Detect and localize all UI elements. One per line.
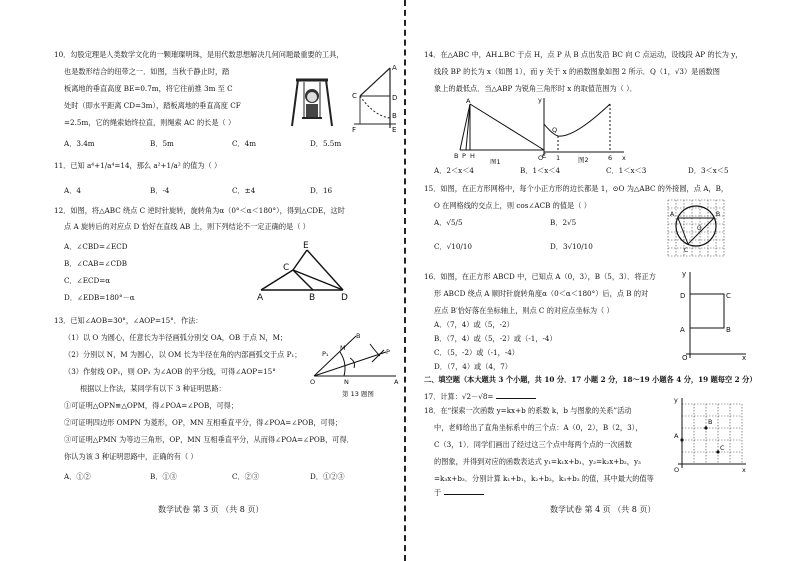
q15-line2: O 在网格线的交点上，则 cos∠ACB 的值是（ ） xyxy=(434,201,591,210)
q13-line2: （1）以 O 为圆心，任意长为半径画弧分别交 OA，OB 于点 N，M； xyxy=(64,333,288,342)
q13-label-p1: P₁ xyxy=(322,350,329,358)
q13-line7: ②可证明四边形 OMPN 为菱形，OP，MN 互相垂直平分，得∠POA=∠POB，可得； xyxy=(64,418,343,427)
q14-fig1-label-c: C xyxy=(542,152,547,160)
q10-swing-figure xyxy=(288,62,408,138)
q18-label-y: y xyxy=(674,396,678,404)
q15-label-c: C xyxy=(684,247,689,254)
q18-line4: 的图象，并得到对应的函数表达式 y₁=k₁x+b₁，y₂=k₂x+b₂，y₃ xyxy=(434,457,641,466)
q14-fig2-label-o: O xyxy=(538,154,544,162)
q11-line1: 11．已知 a⁴+1/a⁴=14，那么 a²+1/a² 的值为（ ） xyxy=(54,161,222,170)
q13-label-a: A xyxy=(394,378,399,386)
q16-line2: 形 ABCD 绕点 A 顺时针旋转角度α（0＜α＜180°）后，点 B 的对 xyxy=(434,289,649,298)
q14-line3: 象上的最低点．当△ABP 为锐角三角形时 x 的取值范围为（ ）． xyxy=(434,84,637,93)
q14-option-b: B．1＜x＜4 xyxy=(520,166,561,175)
q18-label-c: C xyxy=(720,444,725,452)
q14-fig2-label-1: 1 xyxy=(556,154,561,162)
q12-label-b: B xyxy=(309,293,316,303)
q18-label-b: B xyxy=(708,418,713,426)
q14-fig1-label-b: B xyxy=(454,152,459,160)
q14-figure2-graph xyxy=(534,94,630,164)
q10-line1: 10．勾股定理是人类数学文化的一颗璀璨明珠，是用代数思想解决几何问题最重要的工具， xyxy=(54,50,344,59)
q16-line3: 应点 B′恰好落在坐标轴上，则点 C 的对应点坐标为（ ） xyxy=(434,306,614,315)
q11-option-b: B．-4 xyxy=(150,186,170,195)
q16-label-b: B xyxy=(726,326,731,334)
q13-label-b: B xyxy=(356,332,361,340)
q18-answer-blank[interactable] xyxy=(444,486,484,495)
q13-label-o: O xyxy=(310,378,316,386)
q16-label-d: D xyxy=(680,292,686,300)
q15-option-d: D．3√10/10 xyxy=(550,242,593,251)
q14-fig1-label-a: A xyxy=(466,97,471,105)
q12-option-a: A．∠CBD=∠ECD xyxy=(64,242,128,251)
q10-label-d: D xyxy=(392,94,398,102)
q12-label-d: D xyxy=(341,293,348,303)
q17-line1 xyxy=(424,390,536,402)
q16-label-c: C xyxy=(726,292,731,300)
q15-option-b: B．2√5 xyxy=(550,218,577,227)
q15-option-c: C．√10/10 xyxy=(434,242,472,251)
q13-angle-figure xyxy=(310,332,402,402)
q13-line5: 根据以上作法，某同学有以下 3 种证明思路： xyxy=(80,384,226,393)
q15-line1: 15．如图，在正方形网格中，每个小正方形的边长都是 1，⊙O 为△ABC 的外接圆，点 A，B， xyxy=(424,184,729,193)
q12-option-c: C．∠ECD=α xyxy=(64,276,111,285)
q18-label-a: A xyxy=(674,432,679,440)
q13-figure-caption: 第 13 题图 xyxy=(342,390,374,398)
q12-option-d: D．∠EDB=180°－α xyxy=(64,293,135,302)
q12-label-c: C xyxy=(283,263,290,273)
q13-option-d: D．①②③ xyxy=(310,472,345,481)
q10-option-c: C．4m xyxy=(232,139,257,148)
q17-answer-blank[interactable] xyxy=(496,390,536,399)
page-divider xyxy=(404,0,406,561)
q11-option-c: C．±4 xyxy=(232,186,256,195)
q15-grid-circle-figure xyxy=(664,196,728,260)
q14-option-d: D．3＜x＜5 xyxy=(688,166,729,175)
q18-grid-figure xyxy=(672,394,748,474)
q12-label-e: E xyxy=(303,241,309,251)
q16-label-x: x xyxy=(742,354,747,360)
q10-option-d: D．5.5m xyxy=(310,139,342,148)
q13-label-p: P xyxy=(386,348,390,356)
q14-line1: 14．在△ABC 中，AH⊥BC 于点 H，点 P 从 B 点出发沿 BC 向 C 点运动，设线段 AP 的长为 y， xyxy=(424,50,743,59)
q10-label-c: C xyxy=(352,92,357,100)
q11-option-d: D．16 xyxy=(310,186,333,195)
q18-line6 xyxy=(434,486,484,498)
q18-line3: C（3，1）．同学们画出了经过这三个点中每两个点的一次函数 xyxy=(434,440,632,449)
q16-square-figure xyxy=(676,268,748,360)
q15-label-o: O xyxy=(697,225,702,232)
q18-line1: 18．在“探索一次函数 y=kx+b 的系数 k，b 与图象的关系”活动 xyxy=(424,406,632,415)
q16-label-a: A xyxy=(680,326,685,334)
q17-text: 17．计算：√2－√8= xyxy=(424,392,494,401)
q12-label-a: A xyxy=(257,293,264,303)
q14-fig2-label-y: y xyxy=(538,96,542,104)
q10-line5: =2.5m，它的绳索始终拉直，则绳索 AC 的长是（ ） xyxy=(64,118,236,127)
q10-option-a: A．3.4m xyxy=(64,139,95,148)
q15-option-a: A．√5/5 xyxy=(434,218,463,227)
q14-fig2-label-q: Q xyxy=(552,126,558,134)
q18-line2: 中，老师给出了直角坐标系中的三个点：A（0，2），B（2，3）， xyxy=(434,423,643,432)
q12-rotation-figure xyxy=(255,240,365,304)
q16-option-b: B．（7，4）或（5，-2）或（-1，-4） xyxy=(434,334,557,343)
q10-line4: 处时（即水平距离 CD=3m），踏板离地的垂直高度 CF xyxy=(64,101,241,110)
q15-label-a: A xyxy=(670,211,675,218)
q10-label-e: E xyxy=(392,126,397,134)
q18-label-o: O xyxy=(674,466,680,474)
q10-option-b: B．5m xyxy=(150,139,174,148)
q13-option-a: A．①② xyxy=(64,472,91,481)
q12-line2: 点 A 旋转后的对应点 D 恰好在直线 AB 上，则下列结论不一定正确的是（ ） xyxy=(64,222,310,231)
q10-label-b: B xyxy=(392,112,397,120)
q18-label-x: x xyxy=(742,466,746,474)
q14-fig1-caption: 图1 xyxy=(490,158,501,164)
q14-option-a: A．2＜x＜4 xyxy=(434,166,474,175)
q16-option-c: C．（5，-2）或（-1，-4） xyxy=(434,348,519,357)
q13-line4: （3）作射线 OP₁，则 OP₁ 为∠AOB 的平分线，可得∠AOP=15° xyxy=(64,367,276,376)
q14-line2: 线段 BP 的长为 x（如图 1），而 y 关于 x 的函数图象如图 2 所示．Q（1，√3）是函数图 xyxy=(434,67,720,76)
q13-option-b: B．①③ xyxy=(150,472,177,481)
q18-text-end: 于 xyxy=(434,488,442,497)
q13-line1: 13．已知∠AOB=30°，∠AOP=15°．作法： xyxy=(54,316,203,325)
q16-option-d: D．（7，4）或（4，7） xyxy=(434,362,512,371)
q16-line1: 16．如图，在正方形 ABCD 中，已知点 A（0，3），B（5，3）．将正方 xyxy=(424,272,656,281)
page-right xyxy=(410,0,794,561)
q10-line3: 板离地的垂直高度 BE=0.7m，将它往前推 3m 至 C xyxy=(64,84,233,93)
q14-fig2-caption: 图2 xyxy=(578,156,589,164)
footer-page-3: 数学试卷 第 3 页 （共 8 页） xyxy=(158,505,264,514)
q14-fig1-label-p: P xyxy=(462,152,466,160)
q13-line8: ③可证明△PMN 为等边三角形，OP，MN 互相垂直平分，从而得∠POA=∠POB，可得． xyxy=(64,435,354,444)
q14-option-c: C．1＜x＜3 xyxy=(606,166,647,175)
q10-label-f: F xyxy=(352,126,357,134)
q14-fig2-label-x: x xyxy=(622,154,626,162)
q10-line2: 也是数形结合的纽带之一．如图，当秋千静止时，踏 xyxy=(64,67,230,76)
q18-line5: =k₃x+b₃．分别计算 k₁+b₁，k₂+b₂，k₃+b₃ 的值，其中最大的值等 xyxy=(434,474,654,483)
q15-label-b: B xyxy=(716,211,721,218)
q16-label-o: O xyxy=(682,354,688,360)
q10-label-a: A xyxy=(392,64,397,72)
q16-option-a: A．（7，4）或（5，-2） xyxy=(434,320,514,329)
q13-label-n: N xyxy=(344,378,349,386)
q12-option-b: B．∠CAB=∠CDB xyxy=(64,259,128,268)
q14-fig2-label-6: 6 xyxy=(608,154,613,162)
q13-line6: ①可证明△OPN≌△OPM，得∠POA=∠POB，可得； xyxy=(64,401,239,410)
q14-fig1-label-h: H xyxy=(470,152,475,160)
q16-label-y: y xyxy=(682,270,687,278)
q13-line3: （2）分别以 N，M 为圆心，以 OM 长为半径在角的内部画弧交于点 P₁； xyxy=(64,350,302,359)
q13-label-m: M xyxy=(340,344,346,352)
q13-option-c: C．②③ xyxy=(232,472,260,481)
q13-line9: 你认为该 3 种证明思路中，正确的有（ ） xyxy=(64,452,198,461)
q12-line1: 12．如图，将△ABC 绕点 C 逆时针旋转，旋转角为α（0°＜α＜180°），得到△CDE，这时 xyxy=(54,206,345,215)
fill-blank-section-header: 二、填空题（本大题共 3 个小题，共 10 分．17 小题 2 分，18～19 小题各 4 分，19 题每空 2 分） xyxy=(424,375,757,384)
q11-option-a: A．4 xyxy=(64,186,81,195)
footer-page-4: 数学试卷 第 4 页 （共 8 页） xyxy=(550,505,656,514)
